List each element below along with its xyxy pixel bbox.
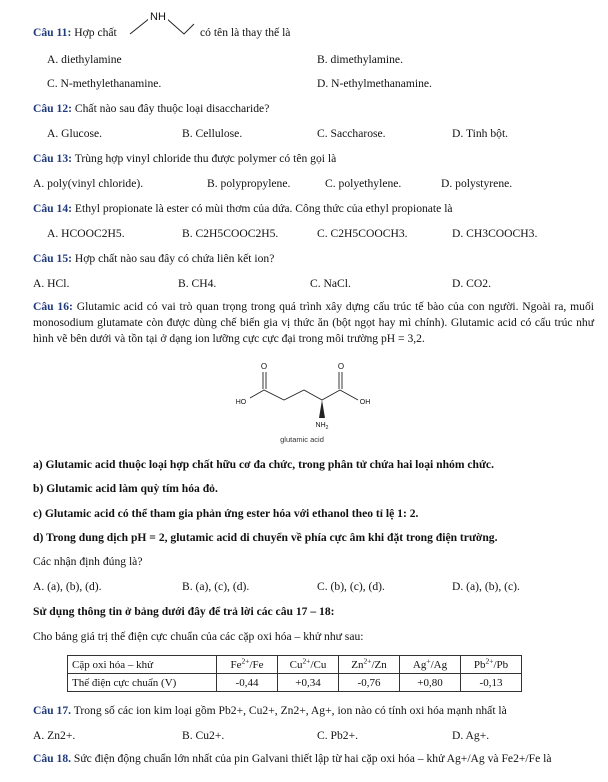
nh-label: NH (150, 11, 166, 23)
q11-stem: Câu 11: Hợp chất (33, 26, 117, 39)
q12-option-c[interactable]: C. Saccharose. (317, 127, 386, 140)
q14-option-b[interactable]: B. C2H5COOC2H5. (182, 227, 279, 240)
table-cell: -0,76 (339, 674, 400, 692)
q12-option-a[interactable]: A. Glucose. (47, 127, 103, 140)
q14-option-d[interactable]: D. CH3COOCH3. (452, 227, 538, 240)
q16-option-a[interactable]: A. (a), (b), (d). (33, 580, 102, 593)
table-row (68, 656, 522, 674)
q11-option-c[interactable]: C. N-methylethanamine. (47, 77, 162, 90)
o-label-left: O (260, 362, 268, 371)
table-cell: $Zn^{2+}/Zn$ (339, 656, 400, 674)
figure-caption: glutamic acid (280, 435, 324, 444)
q14-option-a[interactable]: A. HCOOC2H5. (47, 227, 125, 240)
glutamic-acid-structure (226, 358, 376, 448)
table-row (68, 674, 522, 692)
q15-option-b[interactable]: B. CH4. (178, 277, 217, 290)
q11-option-a[interactable]: A. diethylamine (47, 53, 122, 66)
q15-option-d[interactable]: D. CO2. (452, 277, 491, 290)
q16-option-c[interactable]: C. (b), (c), (d). (317, 580, 385, 593)
q15-option-c[interactable]: C. NaCl. (310, 277, 351, 290)
table-cell: $Cu^{2+}/Cu$ (278, 656, 339, 674)
q16-statement-a: a) Glutamic acid thuộc loại hợp chất hữu cơ đa chức, trong phân tử chứa hai loại nhóm chức. (33, 458, 494, 471)
q18-stem: Câu 18. Sức điện động chuẩn lớn nhất của pin Galvani thiết lập từ hai cặp oxi hóa – khử Ag+/Ag và Fe2+/Fe là (33, 752, 552, 765)
q11-option-d[interactable]: D. N-ethylmethanamine. (317, 77, 432, 90)
table-cell: Ag+/Ag (400, 656, 461, 674)
q15-stem: Câu 15: Hợp chất nào sau đây có chứa liên kết ion? (33, 252, 275, 265)
q13-option-b[interactable]: B. polypropylene. (207, 177, 291, 190)
q17-option-a[interactable]: A. Zn2+. (33, 729, 76, 742)
q13-option-d[interactable]: D. polystyrene. (441, 177, 513, 190)
ho-label: HO (235, 399, 247, 406)
q17-option-b[interactable]: B. Cu2+. (182, 729, 225, 742)
table-cell: $Pb^{2+}/Pb$ (461, 656, 522, 674)
q16-option-b[interactable]: B. (a), (c), (d). (182, 580, 250, 593)
q13-stem: Câu 13: Trùng hợp vinyl chloride thu được polymer có tên gọi là (33, 152, 337, 165)
q16-statement-d: d) Trong dung dịch pH = 2, glutamic acid di chuyển về phía cực âm khi đặt trong điện trường. (33, 531, 498, 544)
q16-option-d[interactable]: D. (a), (b), (c). (452, 580, 520, 593)
q12-option-d[interactable]: D. Tinh bột. (452, 127, 509, 140)
oh-label: OH (359, 399, 371, 406)
q14-stem: Câu 14: Ethyl propionate là ester có mùi thơm của dứa. Công thức của ethyl propionate là (33, 202, 453, 215)
q12-option-b[interactable]: B. Cellulose. (182, 127, 243, 140)
nh2-label: $NH_2$ (315, 422, 329, 431)
table-cell: $Fe^{2+}/Fe$ (217, 656, 278, 674)
table-cell: Thế điện cực chuẩn (V) (68, 674, 217, 692)
q17-option-c[interactable]: C. Pb2+. (317, 729, 359, 742)
q13-option-c[interactable]: C. polyethylene. (325, 177, 402, 190)
q11-stem-tail: có tên là thay thế là (200, 26, 291, 39)
q13-option-a[interactable]: A. poly(vinyl chloride). (33, 177, 144, 190)
table-cell: -0,44 (217, 674, 278, 692)
electrode-potential-table (67, 655, 522, 692)
q16-stem: Câu 16: Glutamic acid có vai trò quan trọng trong quá trình xây dựng cấu trúc tế bào của con người. Ngoài ra, muối monosodium glutamate còn được dùng chế biến gia vị thức ăn (bột ngọt hay mì chính). Glutamic acid có cấu trúc như hình vẽ bên dưới và tồn tại ở dạng ion lưỡng cực cực đại trong môi trường pH = 3,2. (33, 300, 594, 345)
q17-option-d[interactable]: D. Ag+. (452, 729, 490, 742)
table-cell: -0,13 (461, 674, 522, 692)
q11-option-b[interactable]: B. dimethylamine. (317, 53, 403, 66)
table-cell: +0,34 (278, 674, 339, 692)
table-cell: +0,80 (400, 674, 461, 692)
q14-option-c[interactable]: C. C2H5COOCH3. (317, 227, 408, 240)
section-heading: Sử dụng thông tin ở bảng dưới đây để trả lời các câu 17 – 18: (33, 605, 335, 618)
q16-ask: Các nhận định đúng là? (33, 555, 143, 568)
section-intro: Cho bảng giá trị thế điện cực chuẩn của các cặp oxi hóa – khử như sau: (33, 630, 364, 643)
q16-statement-c: c) Glutamic acid có thể tham gia phản ứng ester hóa với ethanol theo tỉ lệ 1: 2. (33, 507, 419, 520)
q16-statement-b: b) Glutamic acid làm quỳ tím hóa đỏ. (33, 482, 218, 495)
q12-stem: Câu 12: Chất nào sau đây thuộc loại disaccharide? (33, 102, 270, 115)
q15-option-a[interactable]: A. HCl. (33, 277, 70, 290)
q17-stem: Câu 17. Trong số các ion kim loại gồm Pb2+, Cu2+, Zn2+, Ag+, ion nào có tính oxi hóa mạnh nhất là (33, 704, 507, 717)
table-cell: Cặp oxi hóa – khử (68, 656, 217, 674)
o-label-right: O (337, 362, 345, 371)
